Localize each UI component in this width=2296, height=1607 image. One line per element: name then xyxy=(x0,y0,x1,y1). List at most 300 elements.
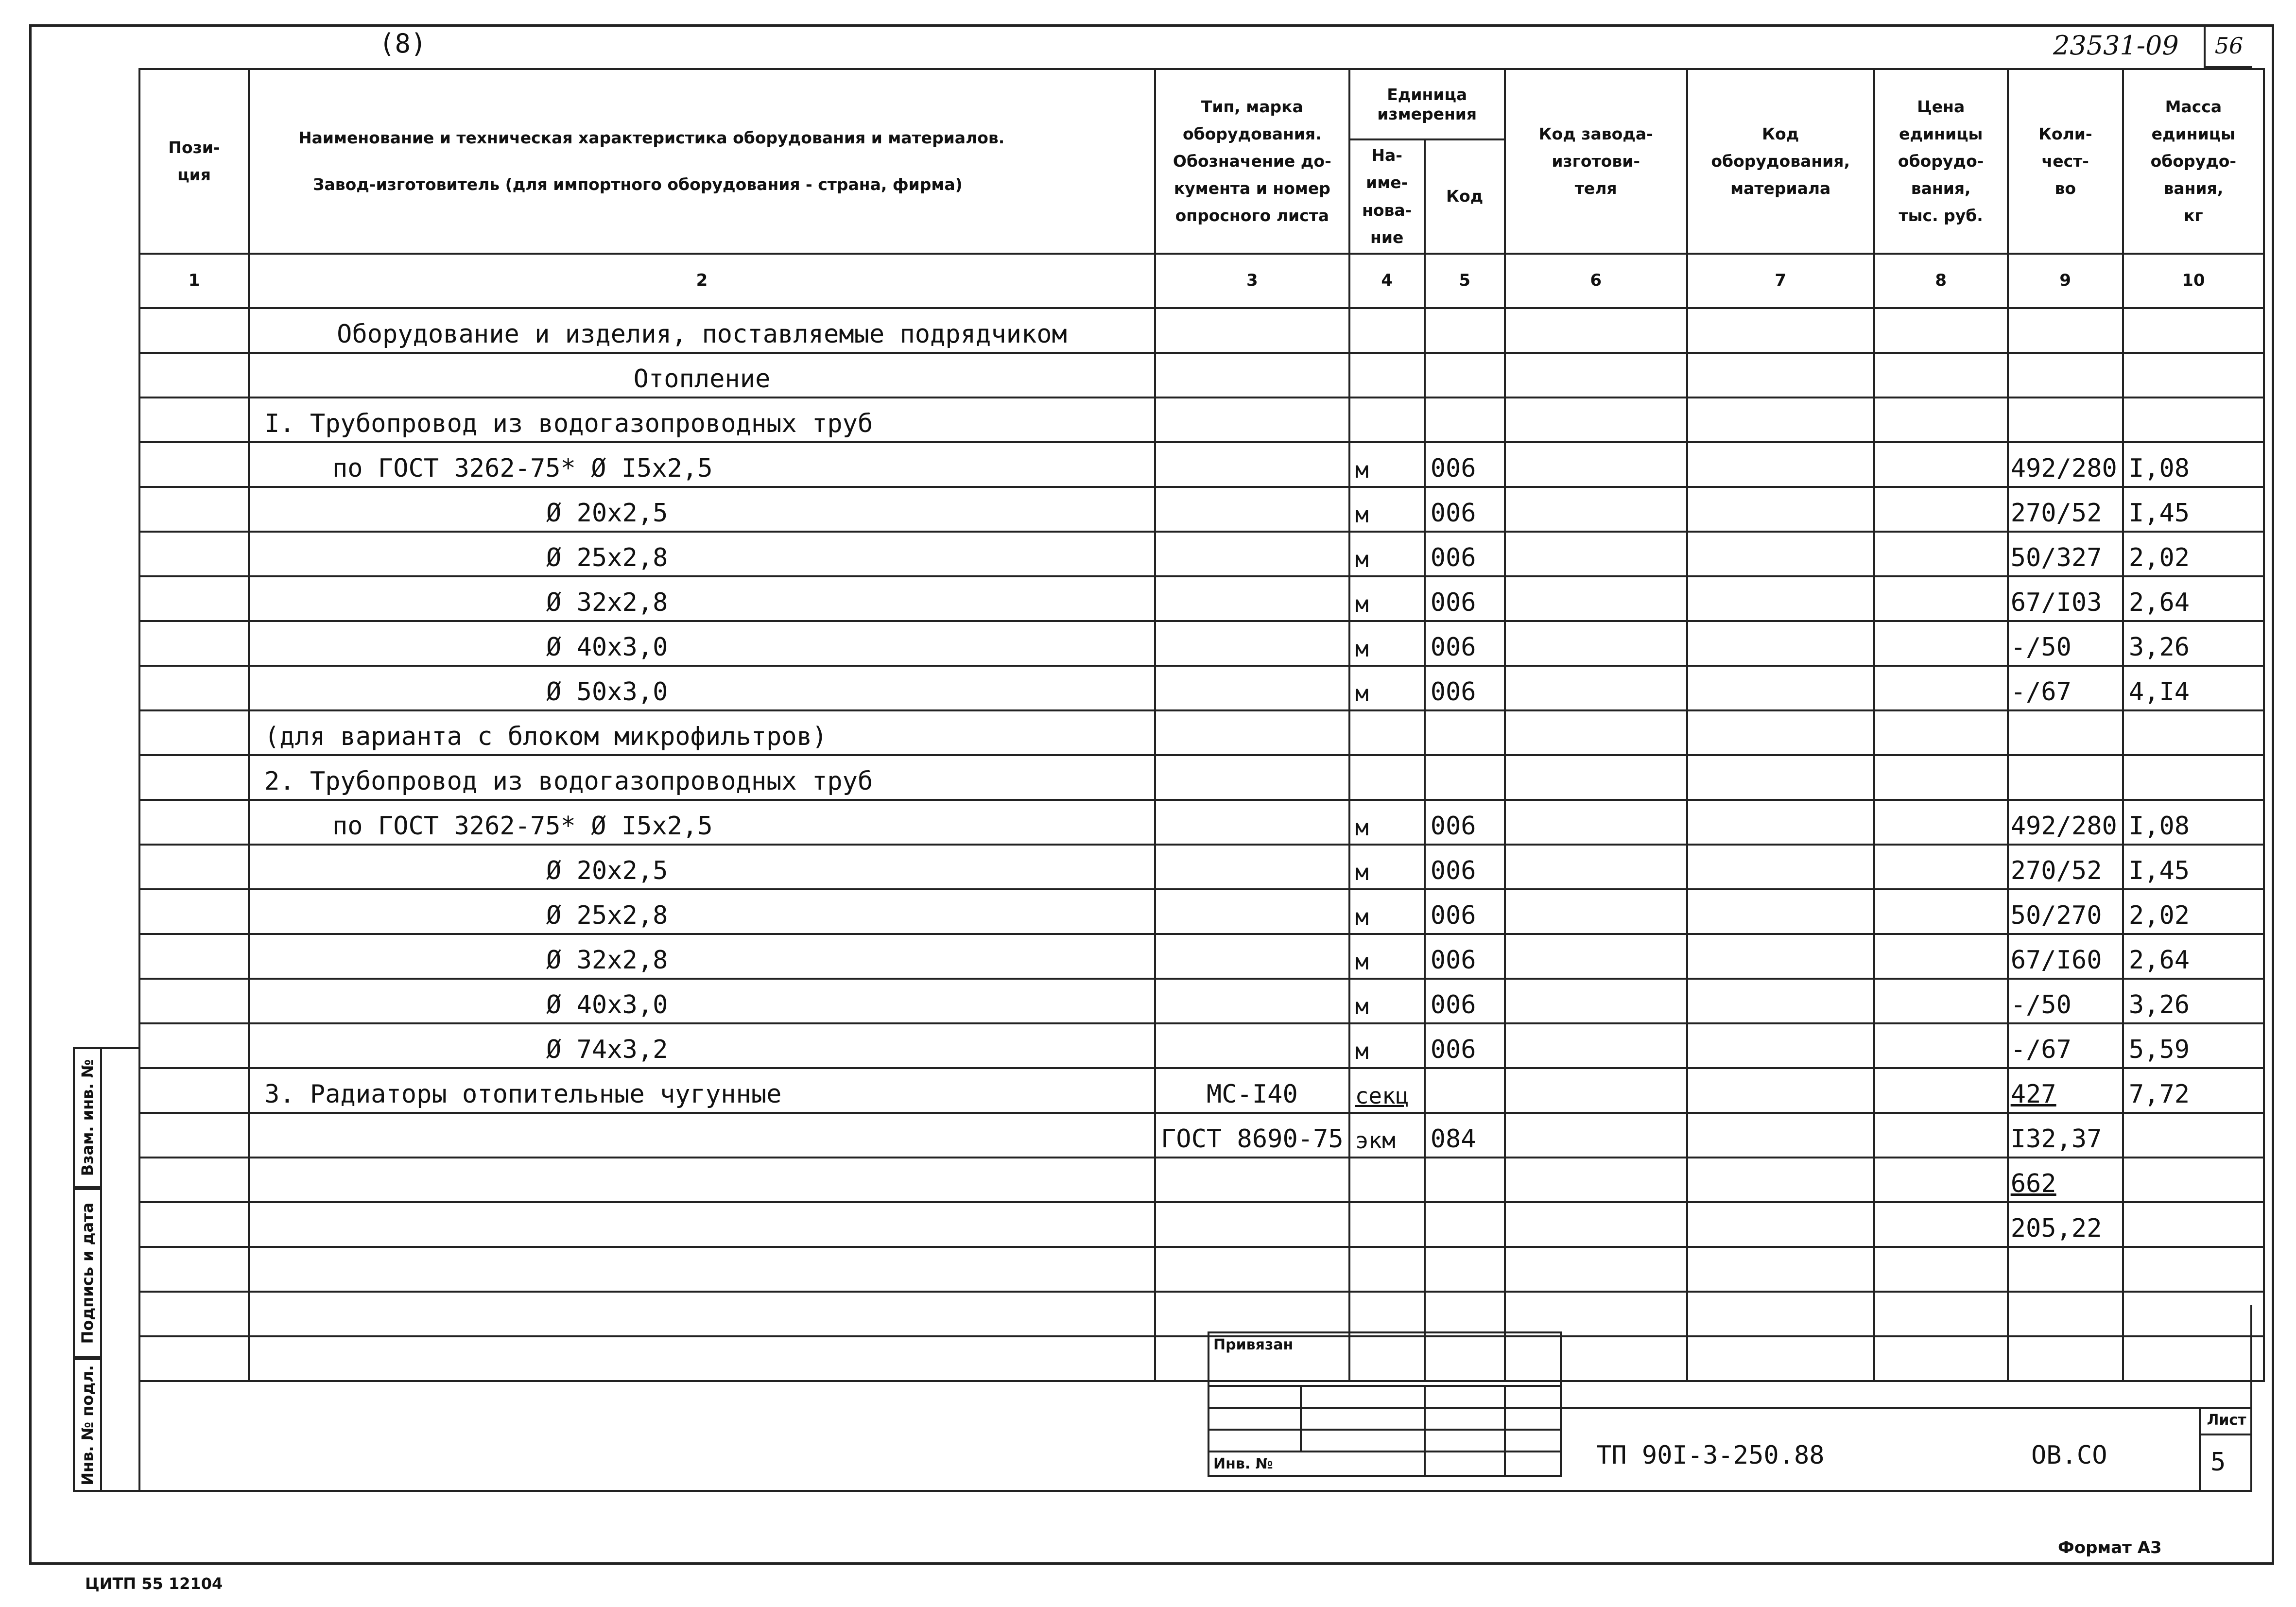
cell-type xyxy=(1155,532,1349,576)
cell-pos xyxy=(139,1113,249,1158)
cell-equip xyxy=(1687,576,1874,621)
item-name: Ø 40x3,0 xyxy=(546,990,668,1019)
header-type: Тип, марка оборудования. Обозначение до- кумента и номер опросного листа xyxy=(1155,69,1349,254)
cell-factory xyxy=(1505,845,1687,889)
cell-price xyxy=(1874,1202,2008,1247)
column-number: 6 xyxy=(1505,254,1687,308)
header-position: Пози- ция xyxy=(139,69,249,254)
cell-pos xyxy=(139,532,249,576)
cell-factory xyxy=(1505,1158,1687,1202)
cell-name xyxy=(249,1158,1155,1202)
cell-name xyxy=(249,532,1155,576)
cell-price xyxy=(1874,1247,2008,1292)
cell-type xyxy=(1155,1247,1349,1292)
sheet-cell xyxy=(2199,1407,2252,1492)
header-unit-name: На- име- нова- ние xyxy=(1349,139,1425,254)
item-name: Ø 25x2,8 xyxy=(546,901,668,930)
table-row xyxy=(139,1023,2264,1068)
cell-type xyxy=(1155,308,1349,353)
sheet-box xyxy=(2204,25,2252,68)
table-row xyxy=(139,353,2264,397)
cell-code: 006 xyxy=(1425,889,1505,934)
cell-pos xyxy=(139,755,249,800)
cell-pos xyxy=(139,845,249,889)
cell-factory xyxy=(1505,1023,1687,1068)
cell-unit: м xyxy=(1349,800,1425,845)
cell-name xyxy=(249,979,1155,1023)
header-quantity: Коли- чест- во xyxy=(2008,69,2123,254)
cell-unit: м xyxy=(1349,532,1425,576)
cell-mass: 4,I4 xyxy=(2123,666,2264,710)
table-row xyxy=(139,487,2264,532)
cell-unit xyxy=(1349,353,1425,397)
cell-pos xyxy=(139,710,249,755)
cell-price xyxy=(1874,666,2008,710)
cell-name xyxy=(249,1202,1155,1247)
cell-price xyxy=(1874,800,2008,845)
cell-qty: -/67 xyxy=(2008,666,2123,710)
item-name: 3. Радиаторы отопительные чугунные xyxy=(264,1080,782,1109)
cell-price xyxy=(1874,934,2008,979)
cell-mass xyxy=(2123,397,2264,442)
cell-pos xyxy=(139,1068,249,1113)
cell-code: 006 xyxy=(1425,1023,1505,1068)
table-row xyxy=(139,532,2264,576)
item-name: Ø 50x3,0 xyxy=(546,677,668,707)
cell-type xyxy=(1155,1158,1349,1202)
table-row xyxy=(139,755,2264,800)
table-row xyxy=(139,576,2264,621)
cell-pos xyxy=(139,979,249,1023)
item-name: 2. Трубопровод из водогазопроводных труб xyxy=(264,767,873,796)
cell-mass xyxy=(2123,710,2264,755)
column-numbers-row xyxy=(139,254,2264,308)
cell-mass: I,45 xyxy=(2123,845,2264,889)
side-column-divider xyxy=(102,1047,138,1492)
cell-mass xyxy=(2123,308,2264,353)
cell-type xyxy=(1155,710,1349,755)
cell-qty xyxy=(2008,710,2123,755)
item-name: Ø 20x2,5 xyxy=(546,499,668,528)
cell-equip xyxy=(1687,710,1874,755)
cell-price xyxy=(1874,397,2008,442)
cell-qty: I32,37 xyxy=(2008,1113,2123,1158)
cell-type xyxy=(1155,353,1349,397)
cell-code: 006 xyxy=(1425,845,1505,889)
cell-code: 006 xyxy=(1425,487,1505,532)
cell-code: 006 xyxy=(1425,442,1505,487)
cell-pos xyxy=(139,1023,249,1068)
item-name: Оборудование и изделия, поставляемые подрядчиком xyxy=(337,320,1067,349)
publisher-label: ЦИТП 55 12104 xyxy=(85,1574,223,1593)
cell-unit xyxy=(1349,397,1425,442)
cell-factory xyxy=(1505,442,1687,487)
cell-price xyxy=(1874,532,2008,576)
cell-price xyxy=(1874,353,2008,397)
cell-price xyxy=(1874,1023,2008,1068)
cell-factory xyxy=(1505,1202,1687,1247)
cell-code xyxy=(1425,710,1505,755)
cell-factory xyxy=(1505,397,1687,442)
table-row xyxy=(139,442,2264,487)
cell-equip xyxy=(1687,1158,1874,1202)
cell-qty: 427 xyxy=(2008,1068,2123,1113)
column-number: 10 xyxy=(2123,254,2264,308)
cell-name xyxy=(249,800,1155,845)
cell-factory xyxy=(1505,487,1687,532)
cell-equip xyxy=(1687,1247,1874,1292)
sheet-box-number: 56 xyxy=(2214,33,2244,59)
cell-code: 006 xyxy=(1425,621,1505,666)
cell-pos xyxy=(139,1202,249,1247)
cell-code xyxy=(1425,755,1505,800)
cell-qty: 270/52 xyxy=(2008,845,2123,889)
cell-pos xyxy=(139,934,249,979)
cell-name xyxy=(249,845,1155,889)
table-row xyxy=(139,397,2264,442)
doc-number-handwritten: 23531-09 xyxy=(2053,30,2179,61)
cell-unit: м xyxy=(1349,889,1425,934)
cell-qty: 205,22 xyxy=(2008,1202,2123,1247)
item-name: по ГОСТ 3262-75* Ø I5x2,5 xyxy=(332,812,713,841)
cell-name xyxy=(249,353,1155,397)
cell-qty xyxy=(2008,755,2123,800)
cell-qty: 67/I60 xyxy=(2008,934,2123,979)
cell-unit xyxy=(1349,1158,1425,1202)
cell-unit: м xyxy=(1349,1023,1425,1068)
cell-price xyxy=(1874,1068,2008,1113)
cell-type xyxy=(1155,845,1349,889)
header-unit-code: Код xyxy=(1425,139,1505,254)
table-row xyxy=(139,1202,2264,1247)
cell-name xyxy=(249,442,1155,487)
specification-table xyxy=(138,68,2265,1382)
page-marker: (8) xyxy=(379,28,427,59)
cell-factory xyxy=(1505,621,1687,666)
cell-equip xyxy=(1687,845,1874,889)
item-name: I. Трубопровод из водогазопроводных труб xyxy=(264,409,873,438)
cell-name xyxy=(249,397,1155,442)
cell-name xyxy=(249,666,1155,710)
cell-code: 006 xyxy=(1425,576,1505,621)
cell-type xyxy=(1155,1202,1349,1247)
cell-pos xyxy=(139,353,249,397)
header-factory-code: Код завода- изготови- теля xyxy=(1505,69,1687,254)
cell-type xyxy=(1155,666,1349,710)
table-row xyxy=(139,800,2264,845)
cell-name xyxy=(249,710,1155,755)
cell-unit xyxy=(1349,1202,1425,1247)
cell-type xyxy=(1155,442,1349,487)
cell-mass xyxy=(2123,1247,2264,1292)
cell-mass xyxy=(2123,755,2264,800)
cell-qty xyxy=(2008,353,2123,397)
cell-equip xyxy=(1687,979,1874,1023)
cell-equip xyxy=(1687,487,1874,532)
column-number: 3 xyxy=(1155,254,1349,308)
cell-mass: 3,26 xyxy=(2123,979,2264,1023)
cell-mass: 3,26 xyxy=(2123,621,2264,666)
cell-factory xyxy=(1505,710,1687,755)
cell-unit: м xyxy=(1349,666,1425,710)
cell-type xyxy=(1155,397,1349,442)
cell-unit: м xyxy=(1349,576,1425,621)
item-name: (для варианта с блоком микрофильтров) xyxy=(264,722,828,751)
cell-unit: м xyxy=(1349,621,1425,666)
cell-equip xyxy=(1687,1202,1874,1247)
cell-code xyxy=(1425,1158,1505,1202)
cell-qty xyxy=(2008,308,2123,353)
cell-price xyxy=(1874,487,2008,532)
cell-name xyxy=(249,576,1155,621)
cell-unit: м xyxy=(1349,934,1425,979)
cell-qty: 492/280 xyxy=(2008,800,2123,845)
cell-pos xyxy=(139,442,249,487)
cell-name xyxy=(249,889,1155,934)
cell-equip xyxy=(1687,800,1874,845)
stamp-privyazan: Привязан xyxy=(1208,1332,1561,1386)
table-row xyxy=(139,979,2264,1023)
table-row xyxy=(139,845,2264,889)
cell-code: 006 xyxy=(1425,979,1505,1023)
cell-equip xyxy=(1687,1113,1874,1158)
cell-equip xyxy=(1687,532,1874,576)
cell-unit xyxy=(1349,755,1425,800)
column-number: 7 xyxy=(1687,254,1874,308)
format-label: Формат А3 xyxy=(2058,1538,2162,1557)
cell-factory xyxy=(1505,308,1687,353)
cell-factory xyxy=(1505,576,1687,621)
column-number: 4 xyxy=(1349,254,1425,308)
cell-name xyxy=(249,1068,1155,1113)
cell-mass xyxy=(2123,1158,2264,1202)
cell-factory xyxy=(1505,800,1687,845)
cell-pos xyxy=(139,308,249,353)
cell-type xyxy=(1155,487,1349,532)
header-price: Цена единицы оборудо- вания, тыс. руб. xyxy=(1874,69,2008,254)
cell-unit: м xyxy=(1349,442,1425,487)
stamp-inv-no: Инв. № xyxy=(1208,1451,1425,1476)
cell-mass: I,08 xyxy=(2123,442,2264,487)
cell-equip xyxy=(1687,1023,1874,1068)
cell-code: 006 xyxy=(1425,666,1505,710)
cell-qty xyxy=(2008,1247,2123,1292)
table-row xyxy=(139,1113,2264,1158)
sheet-number: 5 xyxy=(2210,1448,2226,1477)
cell-price xyxy=(1874,621,2008,666)
cell-qty: -/50 xyxy=(2008,621,2123,666)
cell-mass: 2,02 xyxy=(2123,532,2264,576)
cell-price xyxy=(1874,889,2008,934)
cell-code: 006 xyxy=(1425,800,1505,845)
document-code: ТП 90I-3-250.88 xyxy=(1596,1441,1825,1470)
column-number: 5 xyxy=(1425,254,1505,308)
cell-pos xyxy=(139,666,249,710)
cell-mass: 7,72 xyxy=(2123,1068,2264,1113)
cell-factory xyxy=(1505,353,1687,397)
item-name: Ø 20x2,5 xyxy=(546,856,668,885)
cell-pos xyxy=(139,1247,249,1292)
cell-pos xyxy=(139,397,249,442)
cell-mass: 5,59 xyxy=(2123,1023,2264,1068)
cell-factory xyxy=(1505,1247,1687,1292)
cell-equip xyxy=(1687,397,1874,442)
cell-unit: экм xyxy=(1349,1113,1425,1158)
side-label-signature-date: Подпись и дата xyxy=(73,1188,102,1358)
side-label-orig-inv: Инв. № подл. xyxy=(73,1358,102,1492)
cell-price xyxy=(1874,1113,2008,1158)
cell-type xyxy=(1155,576,1349,621)
column-number: 9 xyxy=(2008,254,2123,308)
cell-equip xyxy=(1687,308,1874,353)
item-name: Ø 74x3,2 xyxy=(546,1035,668,1064)
item-name: Отопление xyxy=(633,364,771,394)
cell-type xyxy=(1155,934,1349,979)
cell-price xyxy=(1874,979,2008,1023)
cell-mass xyxy=(2123,353,2264,397)
cell-name xyxy=(249,1247,1155,1292)
cell-type: МС-I40 xyxy=(1155,1068,1349,1113)
cell-equip xyxy=(1687,755,1874,800)
cell-mass xyxy=(2123,1202,2264,1247)
cell-code: 084 xyxy=(1425,1113,1505,1158)
cell-mass: I,08 xyxy=(2123,800,2264,845)
cell-equip xyxy=(1687,889,1874,934)
cell-code xyxy=(1425,1202,1505,1247)
cell-code xyxy=(1425,353,1505,397)
cell-code: 006 xyxy=(1425,532,1505,576)
item-name: Ø 40x3,0 xyxy=(546,633,668,662)
cell-name xyxy=(249,621,1155,666)
cell-code xyxy=(1425,1068,1505,1113)
cell-name xyxy=(249,934,1155,979)
cell-qty: 50/270 xyxy=(2008,889,2123,934)
cell-code: 006 xyxy=(1425,934,1505,979)
cell-equip xyxy=(1687,666,1874,710)
specification-body xyxy=(139,308,2264,1381)
table-row xyxy=(139,308,2264,353)
cell-equip xyxy=(1687,353,1874,397)
item-name: по ГОСТ 3262-75* Ø I5x2,5 xyxy=(332,454,713,483)
cell-factory xyxy=(1505,532,1687,576)
cell-mass: 2,02 xyxy=(2123,889,2264,934)
table-row xyxy=(139,1158,2264,1202)
cell-name xyxy=(249,487,1155,532)
sheet-label: Лист xyxy=(2201,1407,2252,1435)
cell-factory xyxy=(1505,979,1687,1023)
cell-unit xyxy=(1349,308,1425,353)
cell-mass: 2,64 xyxy=(2123,934,2264,979)
cell-name xyxy=(249,1023,1155,1068)
column-number: 8 xyxy=(1874,254,2008,308)
cell-qty: 50/327 xyxy=(2008,532,2123,576)
cell-qty: -/67 xyxy=(2008,1023,2123,1068)
cell-unit: м xyxy=(1349,845,1425,889)
header-equipment-code: Код оборудования, материала xyxy=(1687,69,1874,254)
item-name: Ø 32x2,8 xyxy=(546,946,668,975)
cell-name xyxy=(249,1113,1155,1158)
cell-type xyxy=(1155,889,1349,934)
cell-type xyxy=(1155,1023,1349,1068)
cell-code xyxy=(1425,1247,1505,1292)
column-number: 1 xyxy=(139,254,249,308)
table-row xyxy=(139,710,2264,755)
cell-name xyxy=(249,308,1155,353)
cell-type: ГОСТ 8690-75 xyxy=(1155,1113,1349,1158)
table-row xyxy=(139,889,2264,934)
cell-type xyxy=(1155,800,1349,845)
cell-mass xyxy=(2123,1113,2264,1158)
table-row xyxy=(139,621,2264,666)
cell-qty: 662 xyxy=(2008,1158,2123,1202)
cell-pos xyxy=(139,1158,249,1202)
cell-equip xyxy=(1687,621,1874,666)
cell-type xyxy=(1155,755,1349,800)
cell-pos xyxy=(139,889,249,934)
cell-equip xyxy=(1687,1068,1874,1113)
cell-pos xyxy=(139,621,249,666)
cell-price xyxy=(1874,576,2008,621)
header-mass: Масса единицы оборудо- вания, кг xyxy=(2123,69,2264,254)
header-name: Наименование и техническая характеристика оборудования и материалов. Завод-изготовитель (для импортного оборудования - страна, фирма) xyxy=(249,69,1155,254)
cell-unit: секц xyxy=(1349,1068,1425,1113)
table-row xyxy=(139,934,2264,979)
cell-factory xyxy=(1505,666,1687,710)
cell-qty xyxy=(2008,397,2123,442)
cell-unit xyxy=(1349,710,1425,755)
cell-price xyxy=(1874,442,2008,487)
cell-price xyxy=(1874,845,2008,889)
cell-mass: 2,64 xyxy=(2123,576,2264,621)
cell-mass: I,45 xyxy=(2123,487,2264,532)
item-name: Ø 25x2,8 xyxy=(546,543,668,572)
cell-factory xyxy=(1505,1068,1687,1113)
item-name: Ø 32x2,8 xyxy=(546,588,668,617)
cell-price xyxy=(1874,755,2008,800)
cell-code xyxy=(1425,308,1505,353)
cell-type xyxy=(1155,979,1349,1023)
section-code: ОВ.СО xyxy=(2031,1441,2107,1470)
cell-qty: -/50 xyxy=(2008,979,2123,1023)
cell-equip xyxy=(1687,442,1874,487)
cell-pos xyxy=(139,800,249,845)
cell-factory xyxy=(1505,1113,1687,1158)
cell-factory xyxy=(1505,889,1687,934)
table-row xyxy=(139,1247,2264,1292)
cell-qty: 270/52 xyxy=(2008,487,2123,532)
cell-pos xyxy=(139,487,249,532)
cell-qty: 67/I03 xyxy=(2008,576,2123,621)
cell-price xyxy=(1874,308,2008,353)
cell-equip xyxy=(1687,934,1874,979)
header-unit-group: Единица измерения xyxy=(1349,69,1505,139)
cell-factory xyxy=(1505,755,1687,800)
cell-price xyxy=(1874,710,2008,755)
cell-factory xyxy=(1505,934,1687,979)
cell-name xyxy=(249,755,1155,800)
cell-qty: 492/280 xyxy=(2008,442,2123,487)
cell-price xyxy=(1874,1158,2008,1202)
binding-stamp xyxy=(1208,1331,1562,1477)
cell-type xyxy=(1155,621,1349,666)
cell-unit: м xyxy=(1349,979,1425,1023)
cell-unit xyxy=(1349,1247,1425,1292)
side-label-replaced-inv: Взам. инв. № xyxy=(73,1047,102,1188)
cell-pos xyxy=(139,576,249,621)
column-number: 2 xyxy=(249,254,1155,308)
table-row xyxy=(139,666,2264,710)
table-row xyxy=(139,1068,2264,1113)
